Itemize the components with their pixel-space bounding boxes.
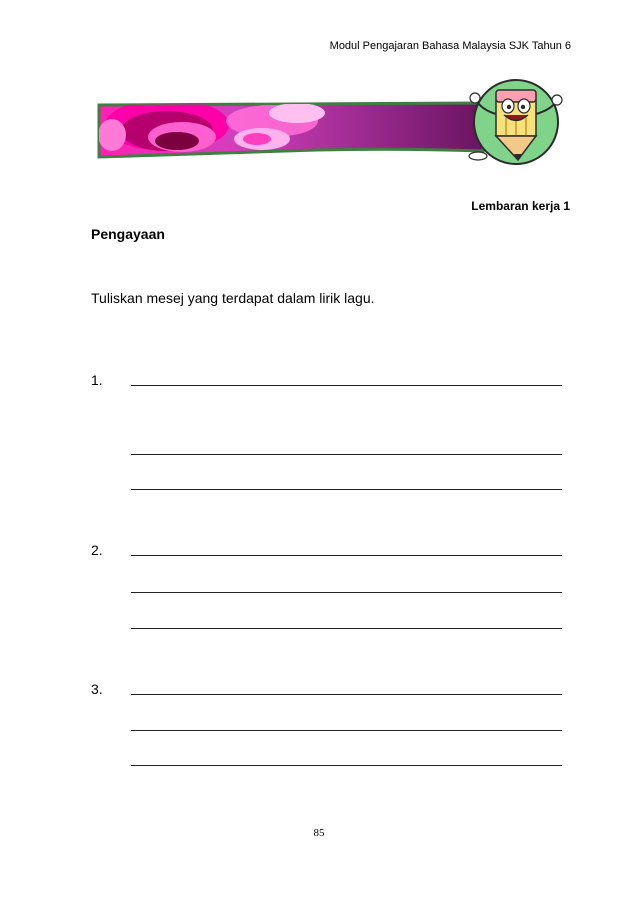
answer-line [131, 592, 562, 593]
worksheet-label: Lembaran kerja 1 [471, 199, 570, 213]
answer-line [131, 628, 562, 629]
cartoon-pencil-mascot-icon [464, 78, 570, 166]
section-title: Pengayaan [91, 226, 165, 242]
question-number: 3. [91, 681, 103, 697]
answer-line [131, 730, 562, 731]
question-number: 1. [91, 372, 103, 388]
instruction-text: Tuliskan mesej yang terdapat dalam lirik lagu. [91, 290, 375, 306]
answer-line [131, 454, 562, 455]
answer-line [131, 385, 562, 386]
answer-line [131, 694, 562, 695]
answer-line [131, 555, 562, 556]
module-header: Modul Pengajaran Bahasa Malaysia SJK Tahun 6 [329, 40, 571, 52]
answer-line [131, 765, 562, 766]
question-number: 2. [91, 542, 103, 558]
page-number: 85 [313, 827, 325, 839]
answer-line [131, 489, 562, 490]
decorative-banner [97, 101, 485, 159]
